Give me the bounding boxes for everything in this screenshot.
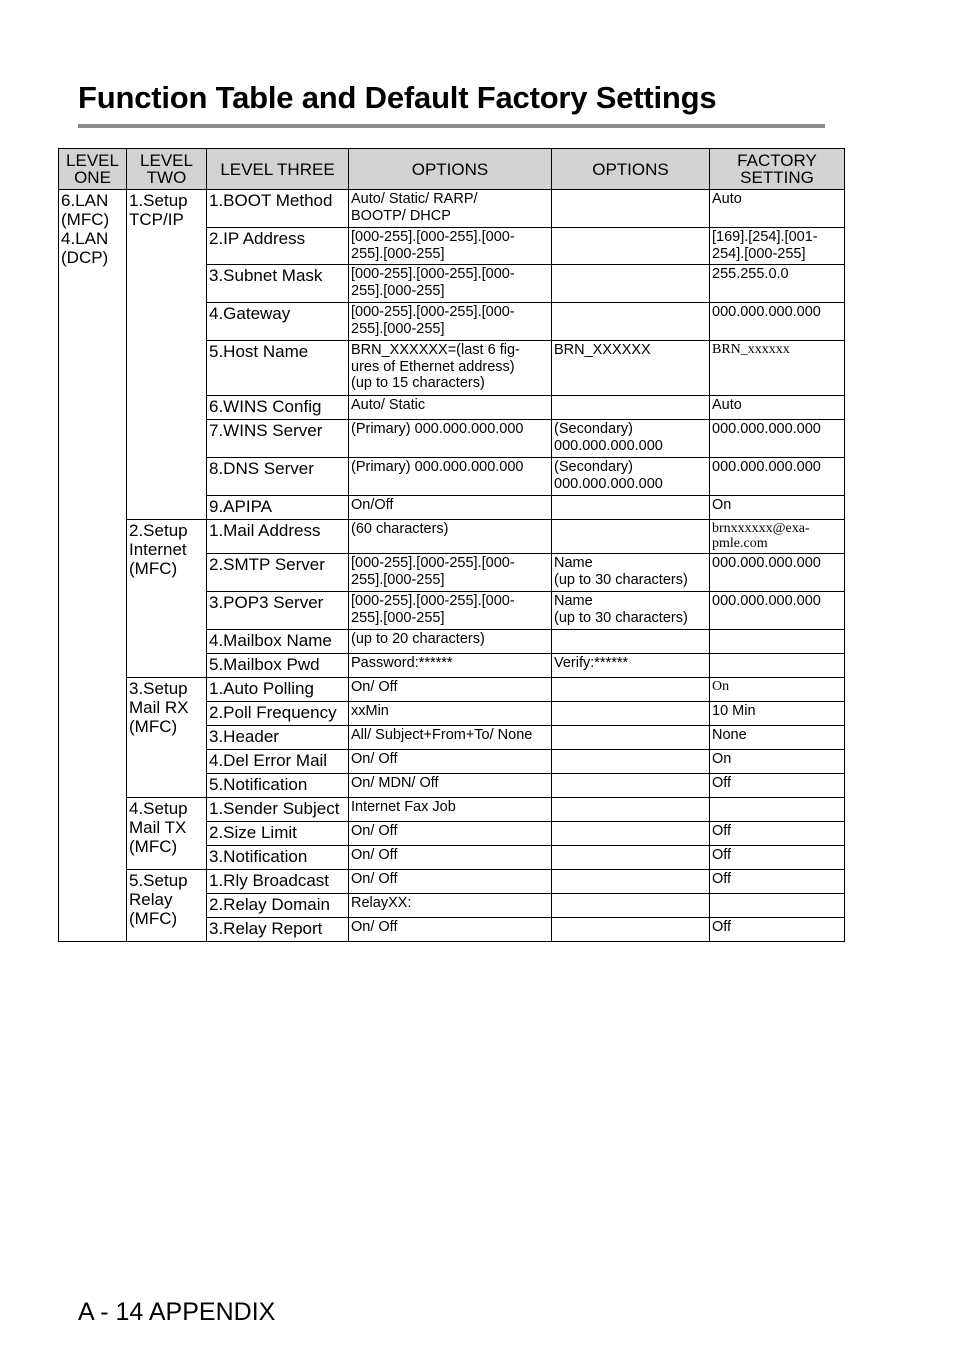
factory-setting-cell: Off — [710, 846, 845, 870]
options-cell: Password:****** — [349, 654, 552, 678]
options-cell: On/ Off — [349, 750, 552, 774]
options-secondary-cell — [552, 870, 710, 894]
options-cell: On/ Off — [349, 918, 552, 942]
options-cell: All/ Subject+From+To/ None — [349, 726, 552, 750]
level-three-cell: 8.DNS Server — [207, 458, 349, 496]
factory-setting-cell: 000.000.000.000 — [710, 458, 845, 496]
header-level-one: LEVEL ONE — [59, 149, 127, 190]
factory-setting-cell — [710, 798, 845, 822]
options-cell: [000-255].[000-255].[000- 255].[000-255] — [349, 554, 552, 592]
level-three-cell: 4.Gateway — [207, 303, 349, 341]
level-three-cell: 4.Mailbox Name — [207, 630, 349, 654]
factory-setting-cell: 000.000.000.000 — [710, 592, 845, 630]
level-two-cell: 3.Setup Mail RX (MFC) — [127, 678, 207, 798]
factory-setting-cell — [710, 894, 845, 918]
factory-setting-cell: Off — [710, 822, 845, 846]
options-cell: (Primary) 000.000.000.000 — [349, 420, 552, 458]
level-three-cell: 7.WINS Server — [207, 420, 349, 458]
options-cell: (60 characters) — [349, 520, 552, 554]
options-secondary-cell: (Secondary) 000.000.000.000 — [552, 420, 710, 458]
factory-setting-cell: 000.000.000.000 — [710, 420, 845, 458]
options-secondary-cell — [552, 228, 710, 265]
options-cell: Auto/ Static/ RARP/ BOOTP/ DHCP — [349, 190, 552, 228]
options-secondary-cell — [552, 496, 710, 520]
level-three-cell: 5.Notification — [207, 774, 349, 798]
level-three-cell: 1.Rly Broadcast — [207, 870, 349, 894]
page-title: Function Table and Default Factory Settings — [78, 80, 717, 115]
level-three-cell: 9.APIPA — [207, 496, 349, 520]
factory-setting-cell: Auto — [710, 396, 845, 420]
table-row — [59, 190, 845, 228]
header-level-three: LEVEL THREE — [207, 149, 349, 190]
factory-setting-cell — [710, 630, 845, 654]
options-secondary-cell — [552, 774, 710, 798]
factory-setting-cell: Off — [710, 774, 845, 798]
options-secondary-cell — [552, 190, 710, 228]
level-three-cell: 1.BOOT Method — [207, 190, 349, 228]
options-cell: xxMin — [349, 702, 552, 726]
options-cell: [000-255].[000-255].[000- 255].[000-255] — [349, 592, 552, 630]
level-three-cell: 1.Auto Polling — [207, 678, 349, 702]
table-row — [59, 520, 845, 554]
header-factory-setting: FACTORY SETTING — [710, 149, 845, 190]
options-secondary-cell — [552, 303, 710, 341]
options-secondary-cell: BRN_XXXXXX — [552, 341, 710, 396]
table-row — [59, 678, 845, 702]
options-secondary-cell: (Secondary) 000.000.000.000 — [552, 458, 710, 496]
options-cell: BRN_XXXXXX=(last 6 fig- ures of Ethernet address) (up to 15 characters) — [349, 341, 552, 396]
factory-setting-cell: BRN_xxxxxx — [710, 341, 845, 396]
level-two-cell: 2.Setup Internet (MFC) — [127, 520, 207, 678]
table-row — [59, 870, 845, 894]
table-header-row — [59, 149, 845, 190]
options-cell: On/ Off — [349, 678, 552, 702]
level-three-cell: 2.Relay Domain — [207, 894, 349, 918]
level-three-cell: 2.SMTP Server — [207, 554, 349, 592]
options-cell: Auto/ Static — [349, 396, 552, 420]
options-cell: On/ Off — [349, 870, 552, 894]
factory-setting-cell: On — [710, 750, 845, 774]
factory-setting-cell: Off — [710, 870, 845, 894]
factory-setting-cell: On — [710, 678, 845, 702]
options-cell: [000-255].[000-255].[000- 255].[000-255] — [349, 303, 552, 341]
level-three-cell: 3.Header — [207, 726, 349, 750]
options-secondary-cell: Verify:****** — [552, 654, 710, 678]
level-three-cell: 5.Host Name — [207, 341, 349, 396]
options-secondary-cell — [552, 750, 710, 774]
factory-setting-cell — [710, 654, 845, 678]
function-table — [58, 148, 845, 942]
options-cell: RelayXX: — [349, 894, 552, 918]
options-secondary-cell — [552, 702, 710, 726]
level-three-cell: 1.Sender Subject — [207, 798, 349, 822]
options-secondary-cell — [552, 918, 710, 942]
factory-setting-cell: 10 Min — [710, 702, 845, 726]
options-secondary-cell: Name (up to 30 characters) — [552, 554, 710, 592]
page-footer: A - 14 APPENDIX — [78, 1298, 276, 1326]
options-cell: On/ Off — [349, 846, 552, 870]
table-row — [59, 798, 845, 822]
options-cell: [000-255].[000-255].[000- 255].[000-255] — [349, 265, 552, 303]
level-three-cell: 1.Mail Address — [207, 520, 349, 554]
factory-setting-cell: 000.000.000.000 — [710, 303, 845, 341]
factory-setting-cell: On — [710, 496, 845, 520]
factory-setting-cell: brnxxxxxx@exa- pmle.com — [710, 520, 845, 554]
level-three-cell: 3.Subnet Mask — [207, 265, 349, 303]
level-three-cell: 5.Mailbox Pwd — [207, 654, 349, 678]
options-secondary-cell — [552, 726, 710, 750]
level-two-cell: 4.Setup Mail TX (MFC) — [127, 798, 207, 870]
level-three-cell: 3.Relay Report — [207, 918, 349, 942]
level-two-cell: 5.Setup Relay (MFC) — [127, 870, 207, 942]
options-cell: (Primary) 000.000.000.000 — [349, 458, 552, 496]
options-secondary-cell — [552, 520, 710, 554]
factory-setting-cell: [169].[254].[001- 254].[000-255] — [710, 228, 845, 265]
level-three-cell: 6.WINS Config — [207, 396, 349, 420]
factory-setting-cell: Off — [710, 918, 845, 942]
factory-setting-cell: Auto — [710, 190, 845, 228]
factory-setting-cell: 000.000.000.000 — [710, 554, 845, 592]
options-secondary-cell — [552, 798, 710, 822]
options-secondary-cell — [552, 894, 710, 918]
level-three-cell: 2.IP Address — [207, 228, 349, 265]
header-options-secondary: OPTIONS — [552, 149, 710, 190]
level-three-cell: 4.Del Error Mail — [207, 750, 349, 774]
factory-setting-cell: 255.255.0.0 — [710, 265, 845, 303]
options-secondary-cell — [552, 396, 710, 420]
level-three-cell: 3.Notification — [207, 846, 349, 870]
level-two-cell: 1.Setup TCP/IP — [127, 190, 207, 520]
options-secondary-cell — [552, 846, 710, 870]
options-cell: On/Off — [349, 496, 552, 520]
options-secondary-cell: Name (up to 30 characters) — [552, 592, 710, 630]
options-secondary-cell — [552, 822, 710, 846]
options-secondary-cell — [552, 630, 710, 654]
title-underline — [78, 124, 825, 128]
options-cell: On/ MDN/ Off — [349, 774, 552, 798]
level-three-cell: 2.Poll Frequency — [207, 702, 349, 726]
level-three-cell: 2.Size Limit — [207, 822, 349, 846]
options-secondary-cell — [552, 678, 710, 702]
header-level-two: LEVEL TWO — [127, 149, 207, 190]
table-body — [59, 190, 845, 942]
options-cell: Internet Fax Job — [349, 798, 552, 822]
factory-setting-cell: None — [710, 726, 845, 750]
level-three-cell: 3.POP3 Server — [207, 592, 349, 630]
options-cell: On/ Off — [349, 822, 552, 846]
header-options: OPTIONS — [349, 149, 552, 190]
level-one-cell: 6.LAN (MFC) 4.LAN (DCP) — [59, 190, 127, 942]
options-secondary-cell — [552, 265, 710, 303]
options-cell: (up to 20 characters) — [349, 630, 552, 654]
options-cell: [000-255].[000-255].[000- 255].[000-255] — [349, 228, 552, 265]
